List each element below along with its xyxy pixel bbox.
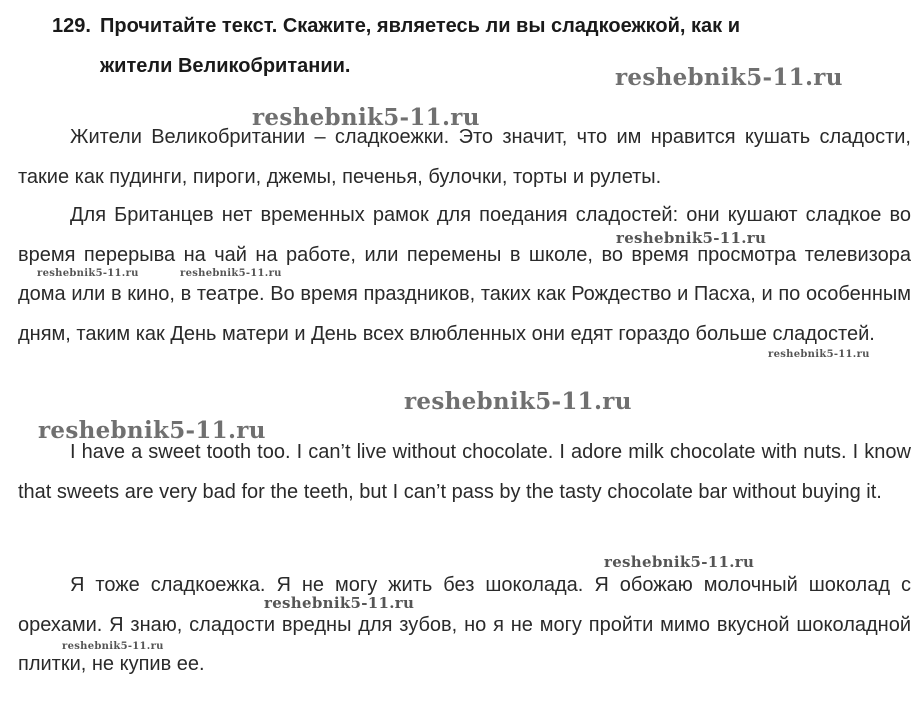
watermark: reshebnik5-11.ru bbox=[62, 641, 164, 652]
task-instruction-line2: жители Великобритании. bbox=[100, 55, 351, 77]
watermark: reshebnik5-11.ru bbox=[615, 64, 843, 91]
watermark: reshebnik5-11.ru bbox=[264, 594, 415, 612]
watermark: reshebnik5-11.ru bbox=[252, 104, 480, 131]
watermark: reshebnik5-11.ru bbox=[38, 417, 266, 444]
task-number: 129. bbox=[52, 15, 91, 37]
task-instruction-line1: Прочитайте текст. Скажите, являетесь ли вы сладкоежкой, как и bbox=[100, 15, 740, 37]
paragraph-2: Для Британцев нет временных рамок для поедания сладостей: они кушают сладкое во время перерыва на чай на работе, или перемены в школе, во время просмотра телевизора дома или в кино, в театре. Во время праздников, таких как Рождество и Пасха, и по особенным дням, таким как День матери и День всех влюбленных они едят гораздо больше сладостей. bbox=[18, 204, 911, 345]
paragraph-3: I have a sweet tooth too. I can’t live without chocolate. I adore milk chocolate with nuts. I know that sweets are very bad for the teeth, but I can’t pass by the tasty chocolate bar without buying it. bbox=[18, 441, 911, 503]
paragraph-1: Жители Великобритании – сладкоежки. Это значит, что им нравится кушать сладости, такие как пудинги, пироги, джемы, печенья, булочки, торты и рулеты. bbox=[18, 126, 911, 188]
paragraph-4: Я тоже сладкоежка. Я не могу жить без шоколада. Я обожаю молочный шоколад с орехами. Я знаю, сладости вредны для зубов, но я не могу пройти мимо вкусной шоколадной плитки, не купив ее. bbox=[18, 574, 911, 675]
watermark: reshebnik5-11.ru bbox=[404, 388, 632, 415]
task-heading-line1 bbox=[52, 6, 912, 46]
watermark: reshebnik5-11.ru bbox=[768, 349, 870, 360]
watermark: reshebnik5-11.ru bbox=[616, 229, 767, 247]
watermark: reshebnik5-11.ru bbox=[37, 268, 139, 279]
watermark: reshebnik5-11.ru bbox=[604, 553, 755, 571]
watermark: reshebnik5-11.ru bbox=[180, 268, 282, 279]
